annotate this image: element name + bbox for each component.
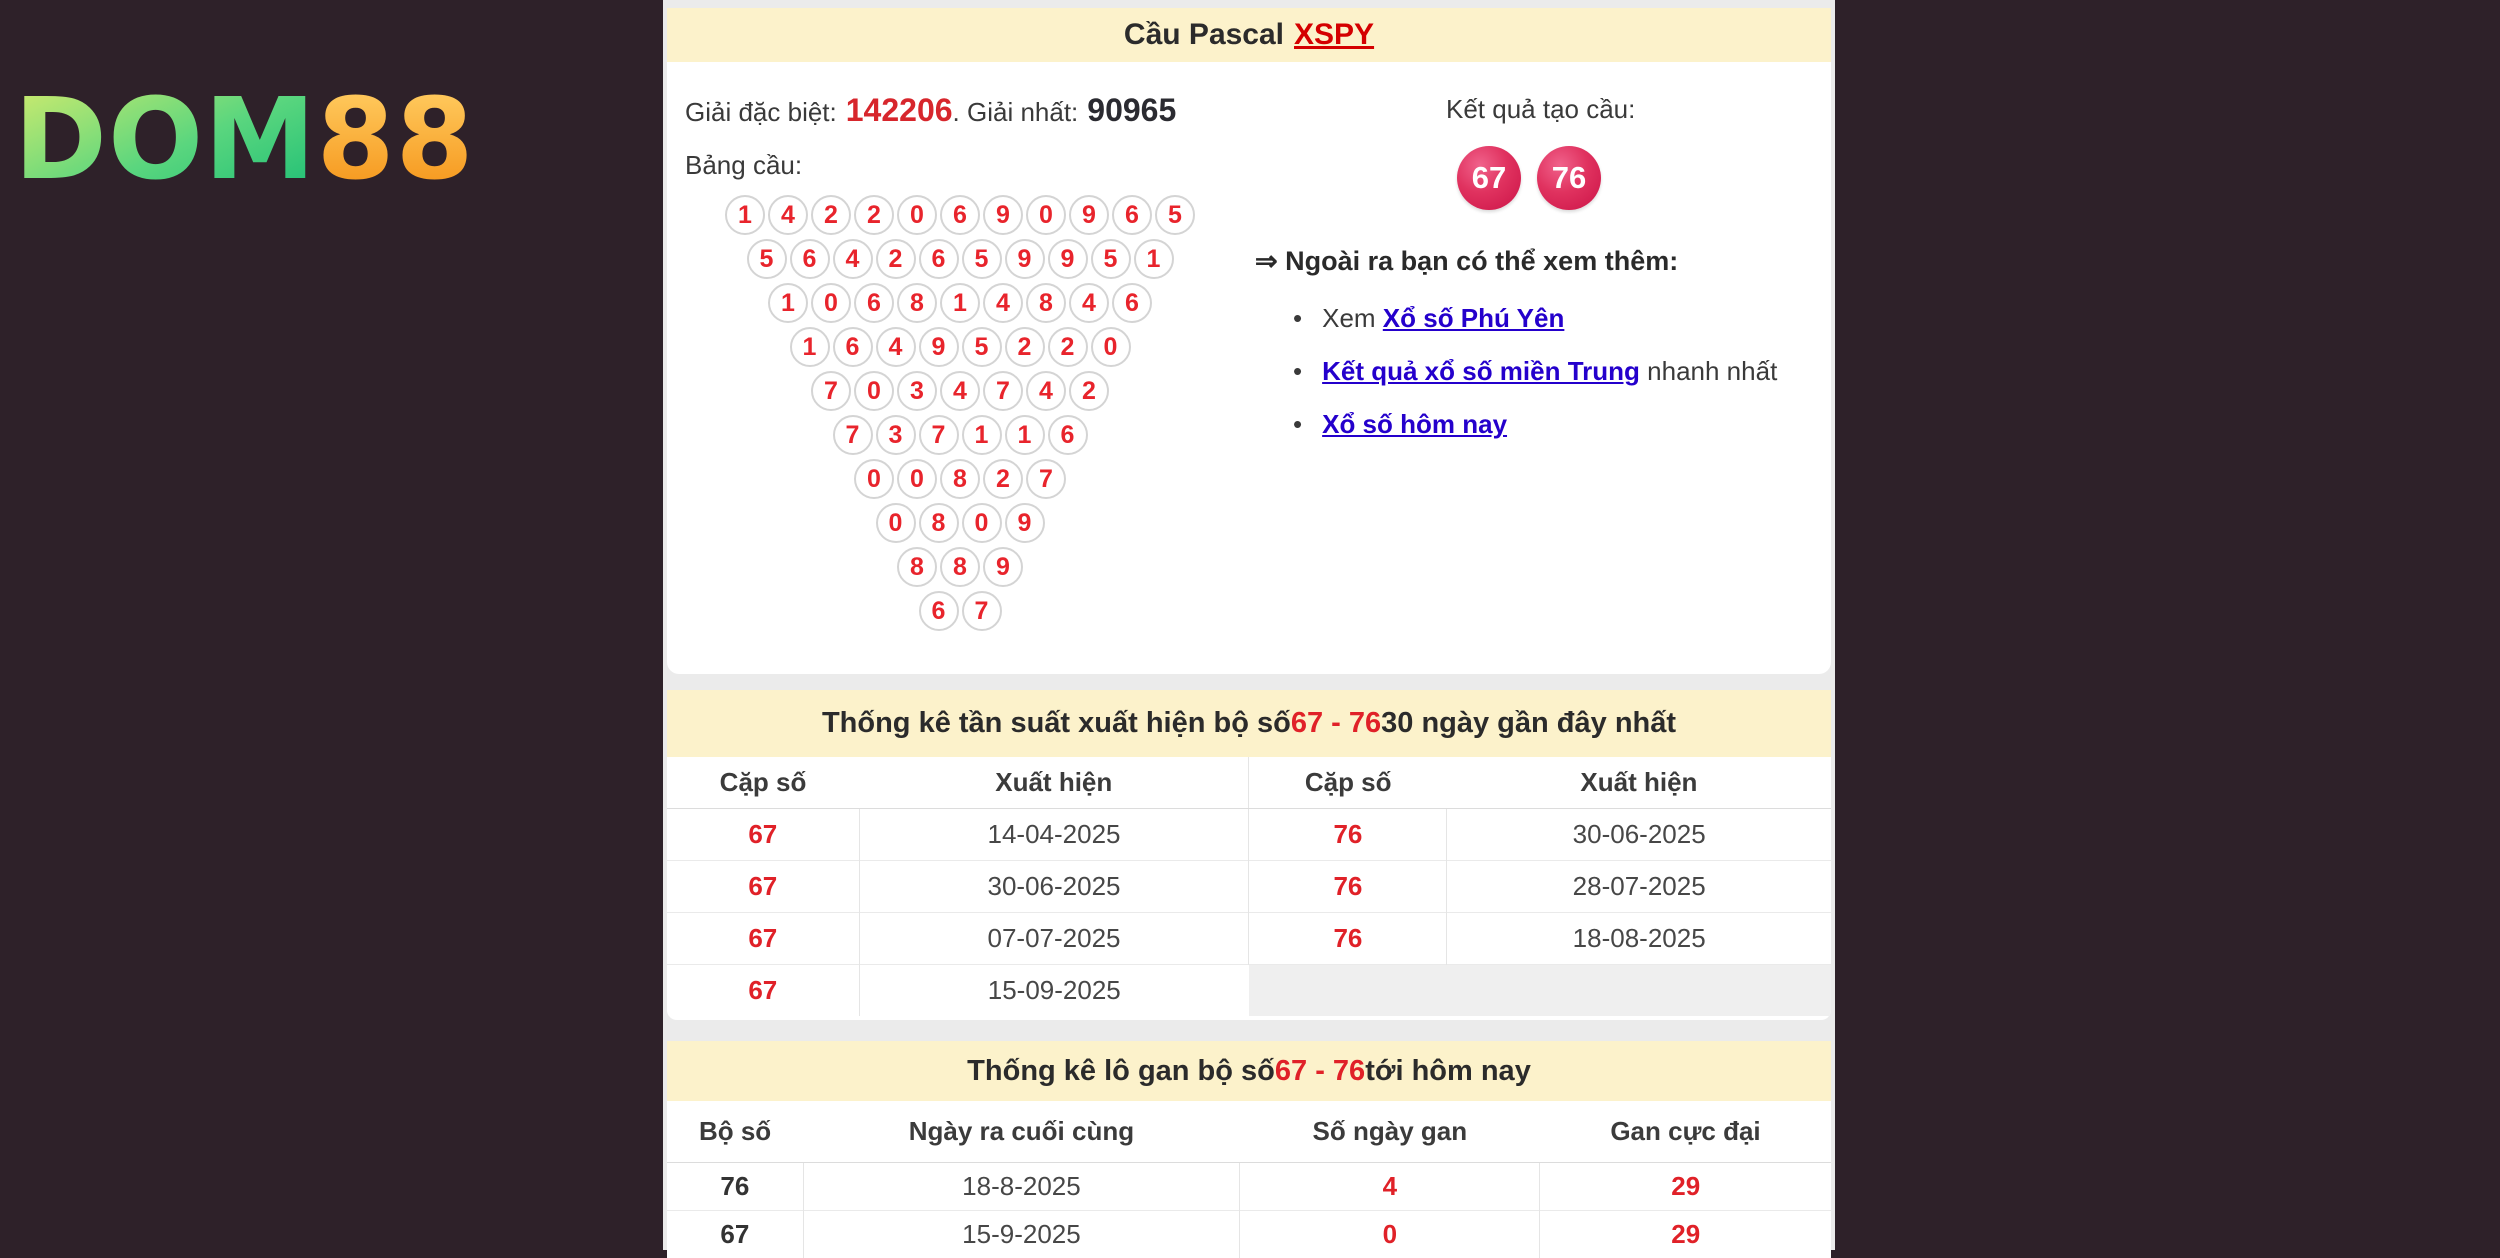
triangle-number: 8: [897, 547, 937, 587]
frequency-table-wrap: [667, 757, 1831, 1020]
table-cell: 18-8-2025: [803, 1163, 1240, 1211]
link-suffix-text: nhanh nhất: [1640, 356, 1777, 387]
triangle-row: [667, 283, 1253, 323]
triangle-number: 5: [747, 239, 787, 279]
table-row: [667, 1211, 1831, 1258]
top-spacer: [663, 0, 1835, 8]
triangle-number: 3: [876, 415, 916, 455]
related-link-item: [1293, 292, 1777, 345]
triangle-number: 1: [940, 283, 980, 323]
triangle-number: 2: [854, 195, 894, 235]
triangle-number: 4: [983, 283, 1023, 323]
triangle-number: 2: [983, 459, 1023, 499]
triangle-number: 6: [1112, 283, 1152, 323]
triangle-number: 6: [1112, 195, 1152, 235]
triangle-number: 4: [940, 371, 980, 411]
triangle-number: 6: [790, 239, 830, 279]
pascal-title-text: Cầu Pascal: [1124, 18, 1284, 52]
triangle-number: 7: [1026, 459, 1066, 499]
frequency-title-pair: 67 - 76: [1291, 707, 1381, 740]
triangle-number: 6: [940, 195, 980, 235]
frequency-table-header-row: [667, 757, 1831, 809]
section-gap: [663, 674, 1835, 690]
result-ball: 67: [1457, 146, 1521, 210]
related-link[interactable]: • Kết quả xổ số miền Trung: [1322, 356, 1640, 387]
triangle-number: 3: [897, 371, 937, 411]
triangle-number: 8: [940, 547, 980, 587]
triangle-row: [667, 415, 1253, 455]
link-prefix-text: • Xem: [1322, 303, 1383, 334]
first-prize-label: . Giải nhất:: [953, 97, 1079, 127]
result-balls: [1457, 146, 1601, 210]
column-header: Số ngày gan: [1240, 1101, 1540, 1163]
pascal-triangle: [667, 195, 1253, 635]
triangle-number: 1: [962, 415, 1002, 455]
triangle-row: [667, 503, 1253, 543]
table-cell: 67: [667, 913, 859, 965]
table-cell: 18-08-2025: [1447, 913, 1831, 965]
frequency-title-suffix: 30 ngày gần đây nhất: [1381, 707, 1676, 740]
table-row: [667, 861, 1831, 913]
triangle-number: 0: [811, 283, 851, 323]
gan-title-pair: 67 - 76: [1275, 1055, 1365, 1088]
gan-table: [667, 1101, 1831, 1258]
triangle-number: 6: [854, 283, 894, 323]
pascal-title-band: [667, 8, 1831, 62]
frequency-title-prefix: Thống kê tần suất xuất hiện bộ số: [822, 707, 1291, 740]
triangle-number: 1: [1005, 415, 1045, 455]
triangle-row: [667, 547, 1253, 587]
special-prize-value: 142206: [846, 92, 953, 128]
section-gap: [663, 1020, 1835, 1041]
table-cell: 15-9-2025: [803, 1211, 1240, 1258]
column-header: Xuất hiện: [859, 757, 1249, 809]
result-label: Kết quả tạo cầu:: [1446, 94, 1635, 125]
triangle-number: 4: [876, 327, 916, 367]
gan-title-prefix: Thống kê lô gan bộ số: [967, 1055, 1275, 1088]
triangle-number: 9: [983, 195, 1023, 235]
triangle-number: 5: [1155, 195, 1195, 235]
triangle-number: 5: [962, 239, 1002, 279]
triangle-number: 6: [833, 327, 873, 367]
table-row: [667, 965, 1831, 1017]
triangle-number: 9: [983, 547, 1023, 587]
triangle-number: 0: [1091, 327, 1131, 367]
column-header: Xuất hiện: [1447, 757, 1831, 809]
triangle-number: 0: [897, 195, 937, 235]
triangle-number: 0: [854, 459, 894, 499]
related-link[interactable]: • Xổ số hôm nay: [1322, 409, 1507, 440]
triangle-number: 7: [919, 415, 959, 455]
triangle-number: 0: [962, 503, 1002, 543]
gan-table-header-row: [667, 1101, 1831, 1163]
table-cell: 29: [1540, 1163, 1831, 1211]
content-column: [663, 0, 1835, 1250]
table-cell: 28-07-2025: [1447, 861, 1831, 913]
column-header: Bộ số: [667, 1101, 803, 1163]
frequency-table: [667, 757, 1831, 1016]
table-cell: 76: [1249, 861, 1447, 913]
table-cell: 4: [1240, 1163, 1540, 1211]
triangle-number: 1: [725, 195, 765, 235]
triangle-number: 4: [1069, 283, 1109, 323]
triangle-number: 4: [833, 239, 873, 279]
triangle-number: 8: [940, 459, 980, 499]
triangle-number: 0: [854, 371, 894, 411]
triangle-row: [667, 591, 1253, 631]
related-links: [1293, 292, 1777, 451]
triangle-number: 2: [1048, 327, 1088, 367]
prize-line: [685, 92, 1176, 129]
triangle-number: 9: [1005, 503, 1045, 543]
table-cell: 67: [667, 861, 859, 913]
triangle-number: 2: [1005, 327, 1045, 367]
first-prize-value: 90965: [1087, 92, 1176, 128]
table-cell: 67: [667, 965, 859, 1017]
special-prize-label: Giải đặc biệt:: [685, 97, 837, 127]
table-row: [667, 913, 1831, 965]
frequency-title-band: [667, 690, 1831, 757]
related-link[interactable]: Xổ số Phú Yên: [1383, 303, 1565, 334]
triangle-number: 7: [983, 371, 1023, 411]
triangle-number: 9: [1005, 239, 1045, 279]
triangle-number: 7: [833, 415, 873, 455]
table-cell: [1249, 965, 1447, 1017]
triangle-number: 8: [919, 503, 959, 543]
table-cell: 76: [667, 1163, 803, 1211]
related-link-item: [1293, 345, 1777, 398]
triangle-number: 6: [919, 591, 959, 631]
triangle-number: 4: [768, 195, 808, 235]
column-header: Cặp số: [667, 757, 859, 809]
triangle-number: 9: [919, 327, 959, 367]
column-header: Gan cực đại: [1540, 1101, 1831, 1163]
table-cell: 07-07-2025: [859, 913, 1249, 965]
triangle-number: 1: [768, 283, 808, 323]
triangle-row: [667, 459, 1253, 499]
triangle-row: [667, 371, 1253, 411]
see-more-heading: ⇒ Ngoài ra bạn có thể xem thêm:: [1255, 246, 1678, 277]
triangle-number: 1: [790, 327, 830, 367]
table-row: [667, 1163, 1831, 1211]
table-cell: 67: [667, 1211, 803, 1258]
logo-text-88: 88: [317, 75, 475, 205]
gan-title-band: [667, 1041, 1831, 1101]
triangle-number: 7: [811, 371, 851, 411]
table-cell: 76: [1249, 809, 1447, 861]
triangle-number: 5: [1091, 239, 1131, 279]
table-cell: 67: [667, 809, 859, 861]
table-cell: 14-04-2025: [859, 809, 1249, 861]
triangle-number: 8: [897, 283, 937, 323]
table-cell: 0: [1240, 1211, 1540, 1258]
table-cell: [1447, 965, 1831, 1017]
triangle-row: [667, 327, 1253, 367]
column-header: Ngày ra cuối cùng: [803, 1101, 1240, 1163]
triangle-number: 4: [1026, 371, 1066, 411]
triangle-number: 7: [962, 591, 1002, 631]
result-ball: 76: [1537, 146, 1601, 210]
triangle-number: 5: [962, 327, 1002, 367]
triangle-number: 8: [1026, 283, 1066, 323]
triangle-number: 9: [1069, 195, 1109, 235]
xspy-link[interactable]: XSPY: [1294, 18, 1374, 52]
column-header: Cặp số: [1249, 757, 1447, 809]
triangle-row: [667, 195, 1253, 235]
triangle-number: 9: [1048, 239, 1088, 279]
triangle-number: 0: [876, 503, 916, 543]
dom88-logo[interactable]: [14, 84, 475, 196]
table-cell: 30-06-2025: [859, 861, 1249, 913]
triangle-number: 0: [897, 459, 937, 499]
triangle-number: 2: [811, 195, 851, 235]
gan-title-suffix: tới hôm nay: [1365, 1055, 1531, 1088]
table-cell: 76: [1249, 913, 1447, 965]
triangle-number: 2: [1069, 371, 1109, 411]
triangle-row: [667, 239, 1253, 279]
table-cell: 15-09-2025: [859, 965, 1249, 1017]
table-cell: 30-06-2025: [1447, 809, 1831, 861]
triangle-number: 6: [919, 239, 959, 279]
pascal-section: [667, 62, 1831, 674]
triangle-number: 1: [1134, 239, 1174, 279]
triangle-number: 0: [1026, 195, 1066, 235]
related-link-item: [1293, 398, 1777, 451]
triangle-number: 6: [1048, 415, 1088, 455]
table-row: [667, 809, 1831, 861]
logo-text-dom: DOM: [14, 75, 317, 205]
table-cell: 29: [1540, 1211, 1831, 1258]
triangle-number: 2: [876, 239, 916, 279]
board-label: Bảng cầu:: [685, 150, 802, 181]
